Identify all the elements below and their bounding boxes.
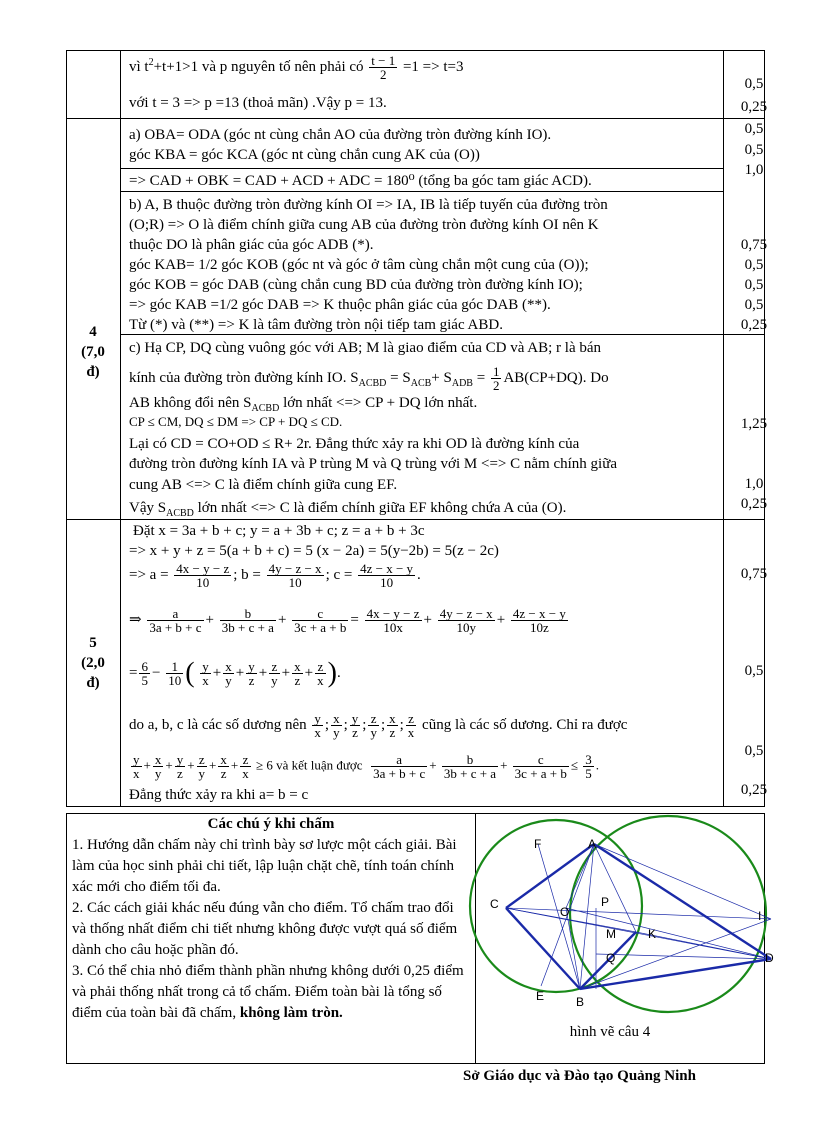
- q4b-line: góc KOB = góc DAB (cùng chắn cung BD của đường tròn đường kính IO);: [129, 277, 583, 293]
- geometry-figure: [476, 814, 774, 1063]
- prev-line-1: vì $t^2+t+1>1$ và p nguyên tố nên phải có $\frac{t - 1}{2}$ =1 => t=3: [129, 53, 464, 83]
- score: 0,25: [740, 99, 768, 115]
- q4c-line: AB không đổi nên $S_{ACBD}$ lớn nhất <=> CP + DQ lớn nhất.: [129, 395, 478, 414]
- question-unit: đ): [86, 364, 100, 380]
- question-number: 5: [89, 635, 97, 651]
- score: 0,75: [740, 566, 768, 582]
- q4a-line: => CAD + OBK = CAD + ACD + ADC = 180⁰ (tổng ba góc tam giác ACD).: [129, 173, 592, 189]
- q4c-line: c) Hạ CP, DQ cùng vuông góc với AB; M là giao điểm của CD và AB; r là bán: [129, 340, 602, 356]
- q5-line: ⇒ $\frac{a}{3a + b + c}$ + $\frac{b}{3b + c + a}$ + $\frac{c}{3c + a + b}$ = $\frac{4x - y - z}{10x}$ + $\frac{4y - z - x}{10y}$ + $\frac{4z - x - y}{10z}$: [129, 606, 566, 635]
- circle-io: [570, 816, 766, 1012]
- notes-item: 3. Có thể chia nhỏ điểm thành phần nhưng không dưới 0,25 điểm và phải thống nhất trong cả tổ chấm. Điểm toàn bài là tổng số điểm của toàn bài đã chấm, không làm tròn.: [72, 963, 464, 1021]
- score: 0,5: [744, 121, 764, 137]
- score: 0,75: [740, 237, 768, 253]
- svg-text:M: M: [606, 927, 616, 941]
- score: 0,5: [744, 142, 764, 158]
- score: 0,5: [744, 663, 764, 679]
- q5-line: Đẳng thức xảy ra khi a= b = c: [129, 787, 309, 803]
- q5-line: Đặt x = 3a + b + c; y = a + 3b + c; z = a + b + 3c: [133, 523, 425, 539]
- grading-notes: [72, 814, 470, 1024]
- q5-line: do a, b, c là các số dương nên $\frac{y}{x}$ ; $\frac{x}{y}$ ; $\frac{y}{z}$ ; $\frac{z}{y}$ ; $\frac{x}{z}$ ; $\frac{z}{x}$ cũng là các số dương. Chỉ ra được: [129, 711, 628, 740]
- svg-text:O: O: [560, 905, 570, 919]
- q4c-line: Lại có CD = CO+OD ≤ R+ 2r. Đẳng thức xảy ra khi OD là đường kính của: [129, 436, 580, 452]
- notes-title: Các chú ý khi chấm: [207, 816, 335, 832]
- svg-text:P: P: [601, 895, 610, 909]
- notes-item: 1. Hướng dẫn chấm này chỉ trình bày sơ lược một cách giải. Bài làm của học sinh phải chi tiết, lập luận chặt chẽ, tính toán chính xác mới cho điểm tối đa.: [72, 837, 457, 895]
- score: 0,25: [740, 782, 768, 798]
- prev-line-2: với t = 3 => p =13 (thoả mãn) .Vậy p = 13.: [129, 95, 387, 111]
- q4b-line: b) A, B thuộc đường tròn đường kính OI => IA, IB là tiếp tuyến của đường tròn: [129, 197, 608, 213]
- segment-ca: [506, 844, 594, 908]
- q5-line: = $\frac{6}{5}$ − $\frac{1}{10}$ ( $\frac{y}{x}$ + $\frac{x}{y}$ + $\frac{y}{z}$ + $\frac{z}{y}$ + $\frac{x}{z}$ + $\frac{z}{x}$ ).: [129, 657, 341, 689]
- q4c-line: Vậy $S_{ACBD}$ lớn nhất <=> C là điểm chính giữa EF không chứa A của (O).: [129, 500, 567, 519]
- svg-text:B: B: [576, 995, 585, 1009]
- question-points: (7,0: [81, 344, 105, 360]
- notes-item: 2. Các cách giải khác nếu đúng vẫn cho điểm. Tổ chấm trao đổi và thống nhất điểm chi tiết nhưng không được vượt quá số điểm dành cho câu hoặc phần đó.: [72, 900, 458, 958]
- q4c-line: cung AB <=> C là điểm chính giữa cung EF.: [129, 477, 398, 493]
- q4b-line: thuộc DO là phân giác của góc ADB (*).: [129, 237, 374, 253]
- score: 0,25: [740, 317, 768, 333]
- svg-text:I: I: [758, 909, 762, 923]
- q4a-line: a) OBA= ODA (góc nt cùng chắn AO của đường tròn đường kính IO).: [129, 127, 552, 143]
- q5-line: $\frac{y}{x}$ + $\frac{x}{y}$ + $\frac{y}{z}$ + $\frac{z}{y}$ + $\frac{x}{z}$ + $\frac{z}{x}$ ≥ 6 và kết luận được $\frac{a}{3a + b + c}$ + $\frac{b}{3b + c + a}$ + $\frac{c}{3c + a + b}$ ≤ $\frac{3}{5}$ .: [133, 752, 600, 781]
- question-points: (2,0: [81, 655, 105, 671]
- q5-line: => a = $\frac{4x - y - z}{10}$ ; b = $\frac{4y - z - x}{10}$ ; c = $\frac{4z - x - y}{10}$ .: [129, 561, 421, 590]
- score: 0,5: [744, 257, 764, 273]
- score: 0,5: [744, 743, 764, 759]
- q4c-line: đường tròn đường kính IA và P trùng M và Q trùng với M <=> C nằm chính giữa: [129, 456, 617, 472]
- score: 1,25: [740, 416, 768, 432]
- q4b-line: (O;R) => O là điểm chính giữa cung AB của đường tròn đường kính OI nên K: [129, 217, 599, 233]
- question-unit: đ): [86, 675, 100, 691]
- svg-text:A: A: [588, 837, 597, 851]
- svg-text:E: E: [536, 989, 545, 1003]
- question-number: 4: [89, 324, 97, 340]
- q4b-line: góc KAB= 1/2 góc KOB (góc nt và góc ở tâm cùng chắn một cung của (O));: [129, 257, 589, 273]
- svg-text:F: F: [534, 837, 542, 851]
- q4c-line: CP ≤ CM, DQ ≤ DM => CP + DQ ≤ CD.: [129, 414, 343, 429]
- svg-text:Q: Q: [606, 951, 616, 965]
- svg-text:D: D: [765, 951, 774, 965]
- score: 0,5: [744, 277, 764, 293]
- footer-org: Sở Giáo dục và Đào tạo Quảng Ninh: [463, 1068, 696, 1084]
- svg-text:K: K: [648, 927, 657, 941]
- score: 0,5: [744, 76, 764, 92]
- q4c-line: kính của đường tròn đường kính IO. $S_{ACBD} = S_{ACB}+ S_{ADB}$ = $\frac{1}{2}$ AB(CP+DQ). Do: [129, 364, 609, 393]
- score: 0,5: [744, 297, 764, 313]
- svg-text:C: C: [490, 897, 499, 911]
- q5-line: => x + y + z = 5(a + b + c) = 5 (x − 2a) = 5(y−2b) = 5(z − 2c): [129, 543, 499, 559]
- q4b-line: => góc KAB =1/2 góc DAB => K thuộc phân giác của góc DAB (**).: [129, 297, 551, 313]
- figure-caption: hình vẽ câu 4: [569, 1024, 651, 1040]
- score: 1,0: [744, 476, 764, 492]
- score: 0,25: [740, 496, 768, 512]
- q4a-line: góc KBA = góc KCA (góc nt cùng chắn cung AK của (O)): [129, 147, 480, 163]
- q4b-line: Từ (*) và (**) => K là tâm đường tròn nội tiếp tam giác ABD.: [129, 317, 503, 333]
- score: 1,0: [744, 162, 764, 178]
